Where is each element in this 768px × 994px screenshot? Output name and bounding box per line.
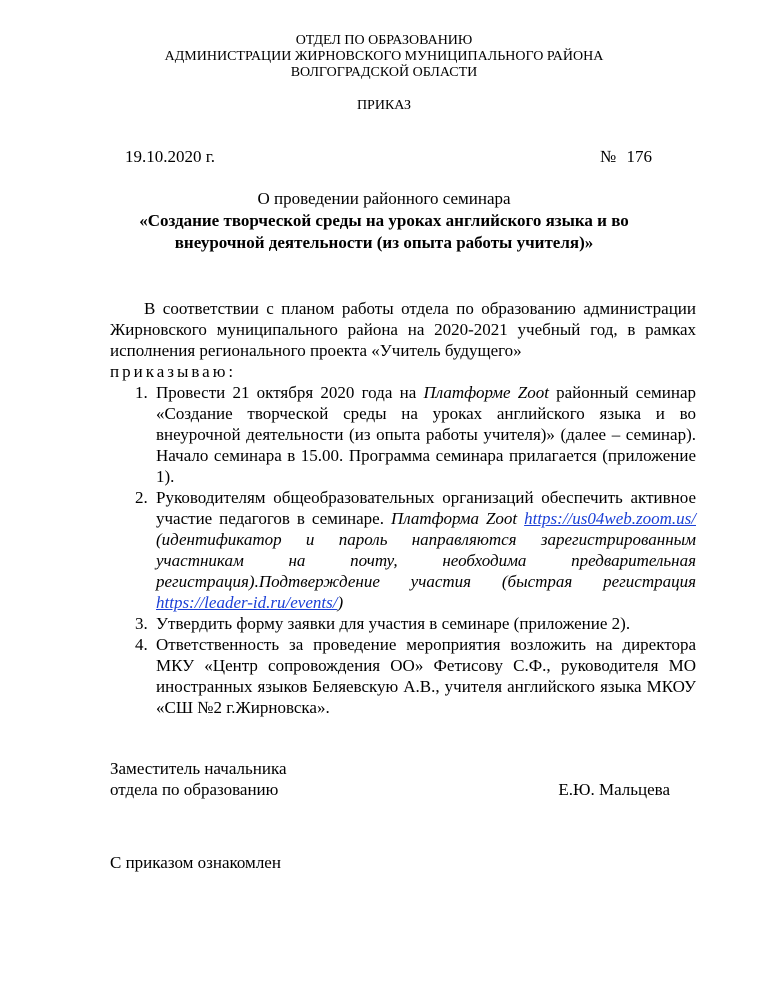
document-header <box>0 33 768 81</box>
subject-seminar-name-line1: «Создание творческой среды на уроках английского языка и во <box>139 211 629 230</box>
header-region: ВОЛГОГРАДСКОЙ ОБЛАСТИ <box>290 65 478 80</box>
document-type: ПРИКАЗ <box>356 98 412 113</box>
intro-paragraph: В соответствии с планом работы отдела по образованию администрации Жирновского муниципального района на 2020-2021 учебный год, в рамках исполнения регионального проекта «Учитель будущего» <box>110 299 696 360</box>
header-department: ОТДЕЛ ПО ОБРАЗОВАНИЮ <box>295 33 473 48</box>
signature-position-line2: отдела по образованию <box>110 780 279 799</box>
signature-name: Е.Ю. Мальцева <box>558 780 670 799</box>
item2-platform: Платформа Zoot <box>390 509 518 528</box>
item2-closing-paren: ) <box>337 593 344 612</box>
item2-text-start: Руководителям общеобразовательных организаций обеспечить активное участие педагогов в семинаре. <box>156 488 696 528</box>
order-number: № 176 <box>600 147 652 166</box>
leader-id-link[interactable]: https://leader-id.ru/events/ <box>156 593 338 612</box>
order-item-1 <box>152 382 696 487</box>
header-administration: АДМИНИСТРАЦИИ ЖИРНОВСКОГО МУНИЦИПАЛЬНОГО РАЙОНА <box>164 49 604 64</box>
order-items-list <box>110 382 696 718</box>
acquainted-line: С приказом ознакомлен <box>110 853 281 872</box>
order-item-3: 3. Утвердить форму заявки для участия в семинаре (приложение 2). <box>152 613 696 634</box>
order-date: 19.10.2020 г. <box>125 147 216 166</box>
signature-block <box>110 758 670 800</box>
item1-text-start: Провести 21 октября 2020 года на <box>156 383 424 402</box>
order-body <box>110 298 696 718</box>
orders-word: приказываю: <box>110 362 237 381</box>
order-item-2 <box>152 487 696 613</box>
subject-seminar-name-line2: внеурочной деятельности (из опыта работы учителя)» <box>174 233 594 252</box>
order-item-4: 4. Ответственность за проведение мероприятия возложить на директора МКУ «Центр сопровождения ОО» Фетисову С.Ф., руководителя МО иностранных языков Беляевскую А.В., учителя английского языка МКОУ «СШ №2 г.Жирновска». <box>152 634 696 718</box>
item1-platform: Платформе Zoot <box>423 383 549 402</box>
subject-title: О проведении районного семинара <box>257 189 511 208</box>
item1-text-end: районный семинар «Создание творческой среды на уроках английского языка и во внеурочной деятельности (из опыта работы учителя)» (далее – семинар). Начало семинара в 15.00. Программа семинара прилагается (приложение 1). <box>156 383 697 486</box>
signature-position-line1: Заместитель начальника <box>110 759 287 778</box>
zoom-link[interactable]: https://us04web.zoom.us/ <box>524 509 696 528</box>
item2-registration-note: (идентификатор и пароль направляются зарегистрированным участникам на почту, необходима предварительная регистрация).Подтверждение участия (быстрая регистрация <box>156 530 696 591</box>
order-subject <box>0 188 768 254</box>
